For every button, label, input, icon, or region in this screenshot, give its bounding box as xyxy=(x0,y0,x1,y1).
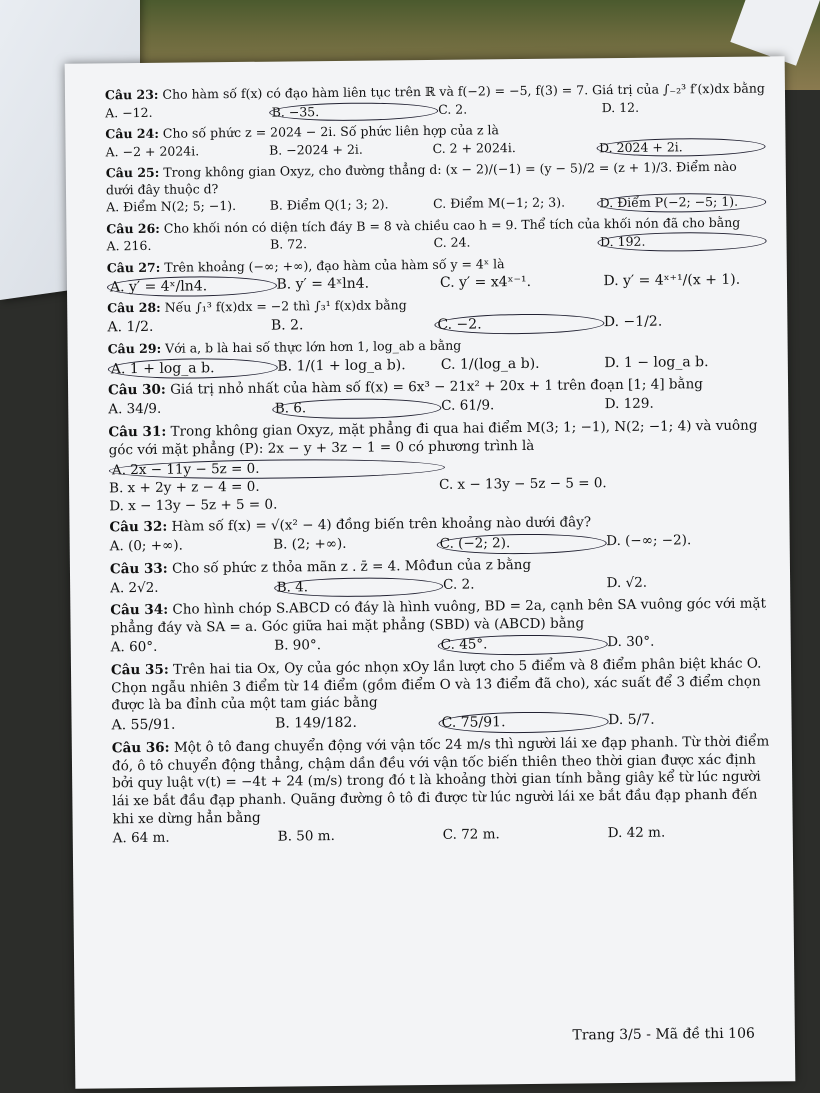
question-26 xyxy=(106,214,766,257)
option-c: C. 2. xyxy=(443,576,475,593)
option-b: B. y′ = 4ˣln4. xyxy=(276,275,370,293)
question-text: Hàm số f(x) = √(x² − 4) đồng biến trên khoảng nào dưới đây? xyxy=(171,514,592,535)
question-title: Câu 32: xyxy=(109,518,168,536)
question-text: Với a, b là hai số thực lớn hơn 1, log_ab a bằng xyxy=(165,338,462,357)
options-row xyxy=(110,531,770,558)
question-text: Trong không gian Oxyz, mặt phẳng đi qua hai điểm M(3; 1; −1), N(2; −1; 4) và vuông góc với mặt phẳng (P): 2x − y + 3z − 1 = 0 có phương trình là xyxy=(108,417,758,459)
option-a: A. 1 + log_a b. xyxy=(108,358,278,380)
option-a: A. 34/9. xyxy=(108,401,162,418)
question-title: Câu 23: xyxy=(104,86,159,103)
question-24 xyxy=(105,119,765,162)
question-28 xyxy=(107,294,767,339)
question-text: Trên khoảng (−∞; +∞), đạo hàm của hàm số y = 4ˣ là xyxy=(164,255,505,275)
options-row xyxy=(110,573,770,600)
option-d: D. (−∞; −2). xyxy=(606,532,692,550)
option-b: B. 4. xyxy=(274,576,444,598)
option-b: B. (2; +∞). xyxy=(273,535,347,553)
question-title: Câu 36: xyxy=(111,739,170,757)
option-d: D. 1 − log_a b. xyxy=(604,354,709,372)
option-d: D. y′ = 4ˣ⁺¹/(x + 1). xyxy=(603,271,741,290)
option-c: C. (−2; 2). xyxy=(437,533,607,555)
question-25 xyxy=(106,158,767,217)
option-b: B. x + 2y + z − 4 = 0. xyxy=(109,479,260,497)
option-a: A. 2√2. xyxy=(110,579,159,596)
question-34 xyxy=(110,596,771,659)
question-title: Câu 25: xyxy=(105,164,160,181)
option-d: D. 5/7. xyxy=(607,711,655,729)
option-a: A. (0; +∞). xyxy=(109,537,183,555)
option-b: B. −2024 + 2i. xyxy=(268,141,363,158)
question-29 xyxy=(108,335,768,380)
option-b: B. 2. xyxy=(270,317,304,334)
question-title: Câu 31: xyxy=(108,423,167,441)
question-33 xyxy=(110,554,770,600)
option-a: A. 216. xyxy=(106,237,152,254)
option-a: A. 1/2. xyxy=(107,318,154,336)
options-row xyxy=(113,823,773,848)
option-c: C. Điểm M(−1; 2; 3). xyxy=(433,194,566,211)
option-c: C. 2. xyxy=(438,101,468,117)
option-a: A. 2x − 11y − 5z = 0. xyxy=(109,457,445,480)
option-c: C. 45°. xyxy=(438,634,608,656)
option-a: A. Điểm N(2; 5; −1). xyxy=(106,198,237,215)
question-title: Câu 28: xyxy=(107,300,161,316)
option-c: C. −2. xyxy=(434,313,604,335)
option-d: D. √2. xyxy=(606,574,648,591)
option-c: C. 1/(log_a b). xyxy=(440,355,540,373)
options-row xyxy=(107,311,767,338)
option-b: B. 72. xyxy=(269,236,308,252)
options-row xyxy=(108,395,768,422)
option-c: C. 72 m. xyxy=(442,826,500,843)
question-title: Câu 33: xyxy=(109,560,168,578)
option-c: C. 2 + 2024i. xyxy=(432,139,516,156)
option-d: D. −1/2. xyxy=(603,313,663,331)
option-a: A. y′ = 4ˣ/ln4. xyxy=(107,276,277,298)
question-text: Cho số phức z = 2024 − 2i. Số phức liên hợp của z là xyxy=(162,122,500,141)
question-title: Câu 35: xyxy=(110,661,169,679)
option-a: A. 60°. xyxy=(110,638,158,656)
question-text: Cho khối nón có diện tích đáy B = 8 và chiều cao h = 9. Thể tích của khối nón đã cho bằng xyxy=(163,214,741,236)
question-title: Câu 34: xyxy=(110,602,169,619)
question-title: Câu 27: xyxy=(106,259,161,275)
option-a: A. −12. xyxy=(105,104,153,120)
question-text: Một ô tô đang chuyển động với vận tốc 24 m/s thì người lái xe đạp phanh. Từ thời điểm đó, ô tô chuyển động thẳng, chậm dần đều với vận tốc biến thiên theo thời gian được xác định bởi quy luật v(t) = −4t + 24 (m/s) trong đó t là khoảng thời gian tính bằng giây kể từ lúc người lái xe bắt đầu đạp phanh. Quãng đường ô tô đi được từ lúc người lái xe bắt đầu đạp phanh đến khi xe dừng hẳn bằng xyxy=(111,733,770,828)
option-d: D. 12. xyxy=(601,99,640,115)
question-title: Câu 29: xyxy=(107,341,162,357)
exam-page xyxy=(65,56,796,1088)
option-d: D. Điểm P(−2; −5; 1). xyxy=(597,192,767,212)
question-title: Câu 26: xyxy=(106,220,160,236)
question-text: Giá trị nhỏ nhất của hàm số f(x) = 6x³ − 21x² + 20x + 1 trên đoạn [1; 4] bằng xyxy=(170,376,703,399)
option-d: D. 192. xyxy=(597,231,767,251)
option-b: B. 149/182. xyxy=(274,714,357,732)
question-text: Trên hai tia Ox, Oy của góc nhọn xOy lần lượt cho 5 điểm và 8 điểm phân biệt khác O. Chọn ngẫu nhiên 3 điểm từ 14 điểm (gồm điểm O và 13 điểm đã cho), xác suất để 3 điểm chọn được là ba đỉnh của một tam giác bằng xyxy=(111,655,762,714)
questions-container xyxy=(105,80,773,850)
option-c: C. x − 13y − 5z − 5 = 0. xyxy=(439,475,607,494)
question-30 xyxy=(108,376,768,422)
option-a: A. 55/91. xyxy=(111,716,176,734)
option-d: D. x − 13y − 5z + 5 = 0. xyxy=(109,496,278,515)
question-text: Trong không gian Oxyz, cho đường thẳng d: (x − 2)/(−1) = (y − 5)/2 = (z + 1)/3. Điểm nào dưới đây thuộc d? xyxy=(105,158,737,197)
options-row xyxy=(111,632,771,659)
page-footer: Trang 3/5 - Mã đề thi 106 xyxy=(572,1025,755,1044)
option-c: C. 75/91. xyxy=(438,711,608,733)
option-c: C. 61/9. xyxy=(441,397,495,415)
option-b: B. 1/(1 + log_a b). xyxy=(277,357,406,375)
options-row xyxy=(108,352,768,379)
question-title: Câu 30: xyxy=(107,382,166,399)
options-row xyxy=(111,710,771,737)
question-31 xyxy=(108,417,769,516)
option-b: B. 50 m. xyxy=(277,827,335,845)
option-b: B. 90°. xyxy=(274,637,322,654)
option-b: B. 6. xyxy=(272,398,442,420)
question-text: Nếu ∫₁³ f(x)dx = −2 thì ∫₃¹ f(x)dx bằng xyxy=(164,297,407,316)
question-35 xyxy=(111,655,772,737)
option-d: D. 129. xyxy=(604,395,654,413)
option-a: A. 64 m. xyxy=(112,829,170,847)
question-title: Câu 24: xyxy=(105,125,159,142)
option-b: B. −35. xyxy=(269,101,439,121)
question-23 xyxy=(105,80,765,123)
option-c: C. 24. xyxy=(433,234,471,250)
option-c: C. y′ = x4ˣ⁻¹. xyxy=(439,273,532,291)
question-text: Cho hình chóp S.ABCD có đáy là hình vuông, BD = 2a, cạnh bên SA vuông góc với mặt phẳng đáy và SA = a. Góc giữa hai mặt phẳng (SBD) và (ABCD) bằng xyxy=(110,595,767,637)
question-36 xyxy=(112,733,773,848)
option-b: B. Điểm Q(1; 3; 2). xyxy=(269,196,389,213)
question-32 xyxy=(109,513,769,559)
option-a: A. −2 + 2024i. xyxy=(105,142,200,159)
options-row xyxy=(107,270,767,297)
option-d: D. 42 m. xyxy=(607,824,666,841)
option-d: D. 2024 + 2i. xyxy=(596,137,766,157)
options-row xyxy=(109,454,770,516)
question-27 xyxy=(107,253,767,298)
question-text: Cho số phức z thỏa mãn z . z̄ = 4. Môđun của z bằng xyxy=(171,556,532,577)
question-text: Cho hàm số f(x) có đạo hàm liên tục trên ℝ và f(−2) = −5, f(3) = 7. Giá trị của ∫₋₂³ f′(x)dx bằng xyxy=(162,80,765,102)
option-d: D. 30°. xyxy=(607,633,655,651)
